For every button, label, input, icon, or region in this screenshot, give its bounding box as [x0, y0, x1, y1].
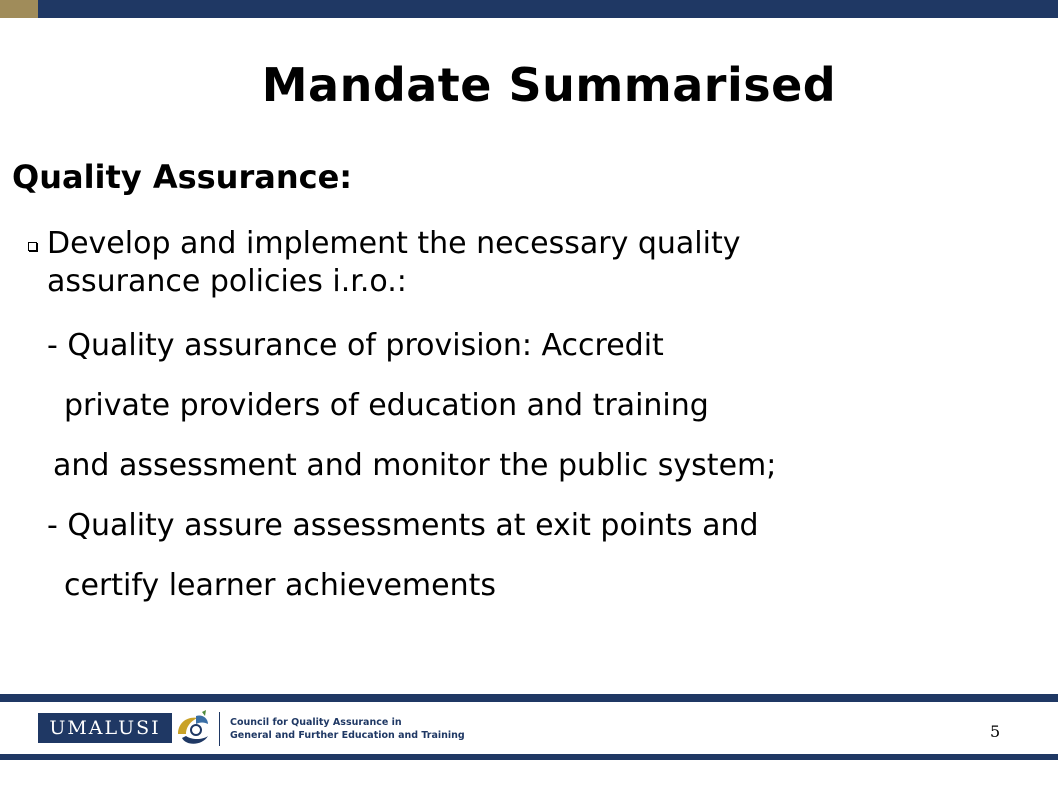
umalusi-logo	[38, 713, 172, 743]
logo-divider	[219, 712, 220, 746]
section-heading: Quality Assurance:	[12, 158, 353, 196]
footer-rule-top	[0, 694, 1058, 702]
square-bullet-icon	[28, 242, 37, 251]
council-name	[230, 716, 465, 742]
council-name-line-1: Council for Quality Assurance in	[230, 717, 402, 728]
sub-point-1-line-2: private providers of education and training	[64, 388, 709, 423]
umalusi-emblem-icon	[172, 708, 216, 748]
sub-point-2-line-2: certify learner achievements	[64, 568, 497, 603]
bullet-text-line-1: Develop and implement the necessary quality	[47, 226, 741, 261]
council-name-line-2: General and Further Education and Training	[230, 730, 465, 741]
page-number: 5	[990, 722, 1001, 741]
sub-point-1-line-3: and assessment and monitor the public system;	[53, 448, 777, 483]
top-bar	[0, 0, 1058, 18]
top-accent-block	[0, 0, 38, 18]
slide-title: Mandate Summarised	[261, 58, 837, 112]
footer-rule-bottom	[0, 754, 1058, 760]
bullet-text-line-2: assurance policies i.r.o.:	[47, 264, 407, 299]
sub-point-2-line-1: - Quality assure assessments at exit points and	[47, 508, 759, 543]
sub-point-1-line-1: - Quality assurance of provision: Accredit	[47, 328, 664, 363]
logo-wordmark: UMALUSI	[49, 717, 161, 739]
